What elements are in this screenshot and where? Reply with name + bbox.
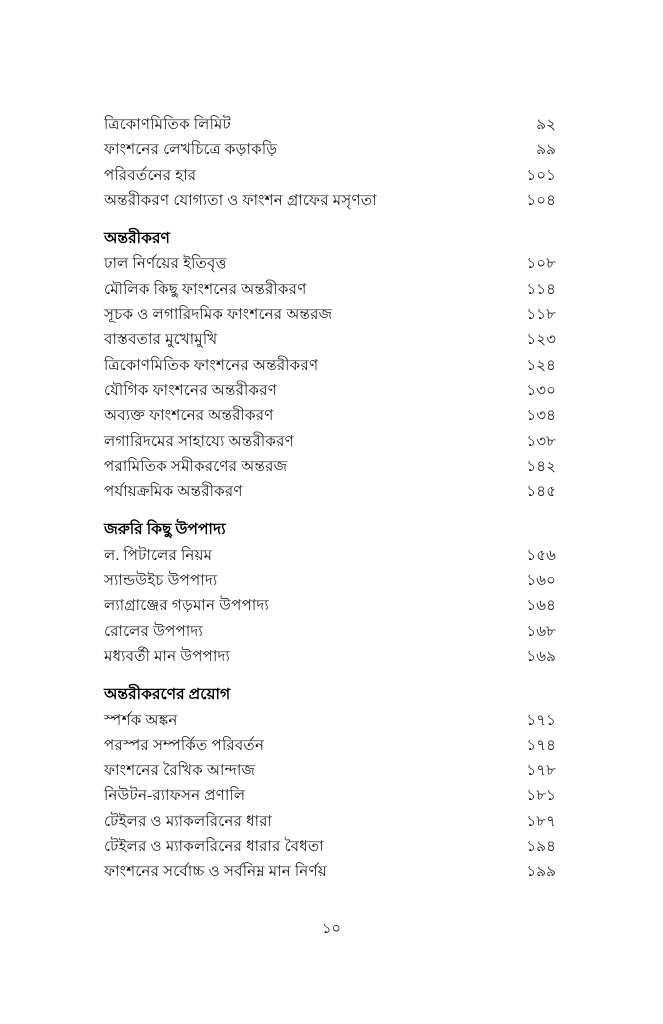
toc-entry-page-number: ১৩৮: [526, 432, 556, 450]
toc-entry-page-number: ১২৩: [526, 331, 556, 349]
toc-entry[interactable]: [104, 429, 556, 454]
toc-entry-page-number: ১২৪: [526, 356, 556, 374]
toc-entry[interactable]: [104, 568, 556, 593]
toc-entry[interactable]: [104, 454, 556, 479]
toc-entry[interactable]: [104, 302, 556, 327]
toc-section-title: অন্তরীকরণ: [104, 230, 170, 248]
toc-entry-title: অব্যক্ত ফাংশনের অন্তরীকরণ: [104, 407, 274, 425]
toc-entry-page-number: ১৪২: [526, 457, 556, 475]
toc-entry-page-number: ১১৮: [526, 306, 556, 324]
toc-entry[interactable]: [104, 112, 556, 137]
toc-entry[interactable]: [104, 733, 556, 758]
toc-entry-page-number: ১৭৪: [526, 736, 556, 754]
toc-entry-title: পর্যায়ক্রমিক অন্তরীকরণ: [104, 483, 243, 501]
toc-entry-title: রোলের উপপাদ্য: [104, 622, 203, 640]
toc-entry-title: যৌগিক ফাংশনের অন্তরীকরণ: [104, 381, 278, 399]
toc-entry-page-number: ১৮৭: [526, 812, 556, 830]
toc-entry[interactable]: [104, 783, 556, 808]
toc-entry[interactable]: [104, 593, 556, 618]
toc-entry-title: ফাংশনের রৈখিক আন্দাজ: [104, 762, 256, 780]
toc-entry-page-number: ৯২: [536, 116, 556, 133]
toc-entry-title: ত্রিকোণমিতিক লিমিট: [104, 116, 231, 133]
toc-entry-page-number: ১৬৪: [526, 597, 556, 615]
toc-entry-page-number: ১৩০: [526, 381, 556, 399]
toc-entry[interactable]: [104, 327, 556, 352]
toc-entry[interactable]: [104, 758, 556, 783]
toc-section-header: [104, 226, 556, 251]
toc-section-title: জরুরি কিছু উপপাদ্য: [104, 521, 226, 539]
toc-entry[interactable]: [104, 644, 556, 669]
toc-entry-page-number: ১০১: [526, 166, 556, 184]
toc-entry[interactable]: [104, 188, 556, 213]
toc-entry-page-number: ১৭৮: [526, 762, 556, 780]
toc-entry[interactable]: [104, 251, 556, 276]
toc-entry-page-number: ৯৯: [536, 141, 556, 159]
toc-entry[interactable]: [104, 277, 556, 302]
toc-entry-page-number: ১১৪: [526, 280, 556, 298]
page-number-footer: ১০: [322, 921, 341, 937]
toc-entry[interactable]: [104, 543, 556, 568]
toc-entry-title: ঢাল নির্ণয়ের ইতিবৃত্ত: [104, 255, 227, 273]
toc-entry-title: ফাংশনের সর্বোচ্চ ও সর্বনিম্ন মান নির্ণয়: [104, 863, 327, 881]
toc-entry[interactable]: [104, 378, 556, 403]
toc-entry-page-number: ১৯৯: [526, 863, 556, 881]
toc-entry-title: ফাংশনের লেখচিত্রে কড়াকড়ি: [104, 141, 278, 159]
toc-entry-page-number: ১৪৫: [526, 483, 556, 501]
toc-entry-page-number: ১০৮: [526, 255, 556, 273]
toc-entry-title: পরামিতিক সমীকরণের অন্তরজ: [104, 457, 288, 475]
toc-entry[interactable]: [104, 403, 556, 428]
toc-entry[interactable]: [104, 479, 556, 504]
toc-entry[interactable]: [104, 859, 556, 884]
toc-entry[interactable]: [104, 619, 556, 644]
toc-section-title: অন্তরীকরণের প্রয়োগ: [104, 686, 231, 704]
toc-entry[interactable]: [104, 809, 556, 834]
toc-entry[interactable]: [104, 163, 556, 188]
toc-section-header: [104, 517, 556, 542]
toc-entry-page-number: ১৩৪: [526, 407, 556, 425]
toc-entry-title: মৌলিক কিছু ফাংশনের অন্তরীকরণ: [104, 280, 307, 298]
toc-section-header: [104, 682, 556, 707]
toc-entry-title: ল. পিটালের নিয়ম: [104, 546, 213, 564]
toc-entry-page-number: ১০৪: [526, 191, 556, 209]
toc-entry-page-number: ১৮১: [526, 787, 556, 805]
toc-entry-title: অন্তরীকরণ যোগ্যতা ও ফাংশন গ্রাফের মসৃণতা: [104, 191, 377, 209]
toc-entry-title: লগারিদমের সাহায্যে অন্তরীকরণ: [104, 432, 294, 450]
toc-entry-title: টেইলর ও ম্যাকলরিনের ধারার বৈধতা: [104, 838, 324, 856]
toc-entry[interactable]: [104, 353, 556, 378]
toc-entry-title: পরস্পর সম্পর্কিত পরিবর্তন: [104, 736, 265, 754]
toc-entry-title: সূচক ও লগারিদমিক ফাংশনের অন্তরজ: [104, 306, 333, 324]
toc-entry-page-number: ১৯৪: [526, 838, 556, 856]
table-of-contents: [104, 112, 556, 885]
toc-entry[interactable]: [104, 708, 556, 733]
toc-entry-title: পরিবর্তনের হার: [104, 166, 197, 184]
toc-entry-title: টেইলর ও ম্যাকলরিনের ধারা: [104, 812, 273, 830]
toc-entry-page-number: ১৭১: [526, 711, 556, 729]
toc-entry-title: নিউটন-র‍্যাফসন প্রণালি: [104, 787, 246, 805]
toc-entry-page-number: ১৬৮: [526, 622, 556, 640]
toc-entry-title: ল্যাগ্রাঞ্জের গড়মান উপপাদ্য: [104, 597, 269, 615]
toc-entry-title: স্পর্শক অঙ্কন: [104, 711, 178, 729]
toc-entry-page-number: ১৬০: [526, 572, 556, 590]
toc-entry[interactable]: [104, 834, 556, 859]
toc-entry-title: বাস্তবতার মুখোমুখি: [104, 331, 218, 349]
toc-entry-title: মধ্যবর্তী মান উপপাদ্য: [104, 647, 231, 665]
toc-entry-page-number: ১৫৬: [526, 546, 556, 564]
toc-entry-page-number: ১৬৯: [526, 647, 556, 665]
toc-entry-title: স্যান্ডউইচ উপপাদ্য: [104, 572, 218, 590]
toc-entry[interactable]: [104, 137, 556, 162]
toc-entry-title: ত্রিকোণমিতিক ফাংশনের অন্তরীকরণ: [104, 356, 319, 374]
